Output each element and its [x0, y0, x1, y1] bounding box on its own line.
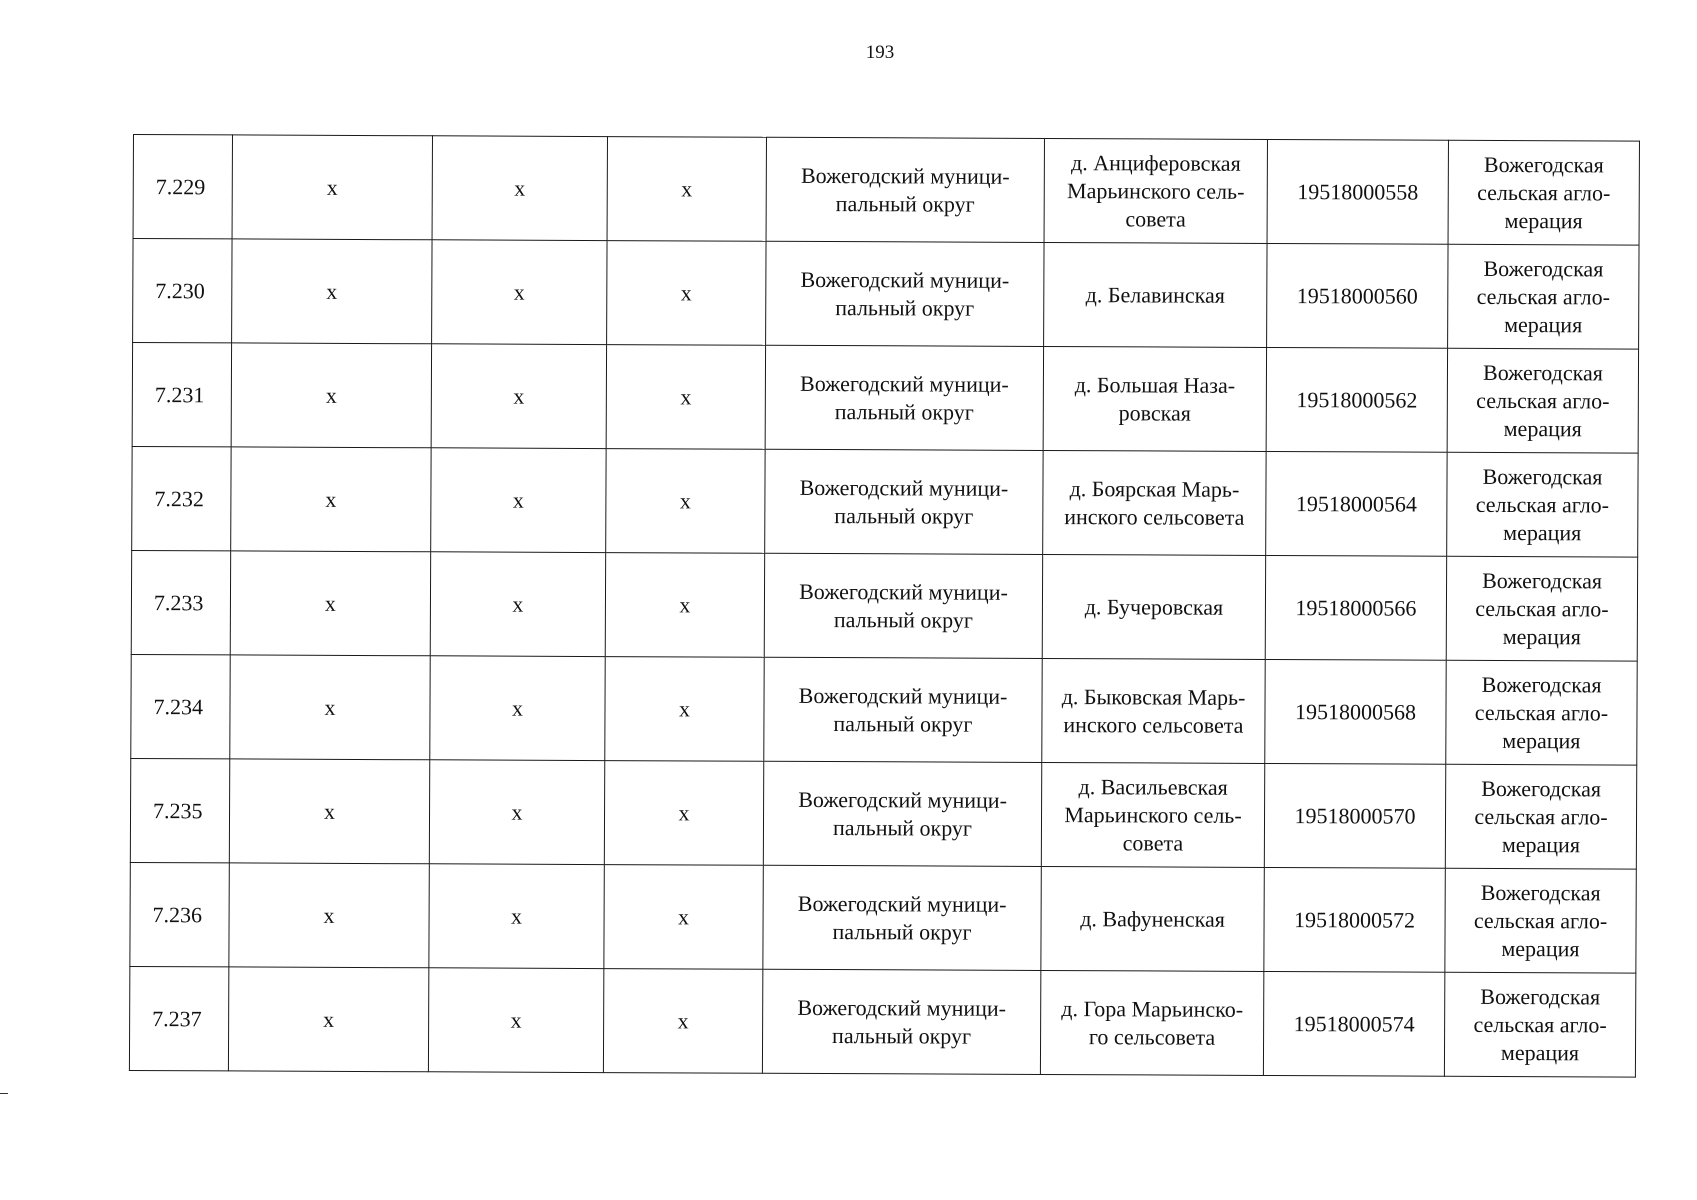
- locality-cell: д. Анциферовская Марьинского сель- совета: [1044, 138, 1267, 243]
- agglomeration-cell: Вожегодская сельская агло- мерация: [1448, 244, 1639, 349]
- district-cell: Вожегодский муници- пальный округ: [765, 345, 1043, 450]
- x-mark-cell: х: [431, 344, 606, 449]
- code-cell: 19518000570: [1264, 763, 1445, 868]
- x-mark-cell: х: [431, 448, 606, 553]
- district-cell: Вожегодский муници- пальный округ: [766, 241, 1044, 346]
- table-row: [132, 343, 1638, 454]
- code-cell: 19518000558: [1267, 139, 1448, 244]
- code-cell: 19518000568: [1265, 659, 1446, 764]
- code-cell: 19518000572: [1264, 867, 1445, 972]
- table-row: [133, 239, 1639, 350]
- x-mark-cell: х: [228, 967, 428, 1072]
- x-mark-cell: х: [432, 240, 607, 345]
- table-row: [130, 862, 1636, 973]
- row-number-cell: 7.234: [131, 654, 230, 758]
- district-cell: Вожегодский муници- пальный округ: [766, 137, 1044, 242]
- code-cell: 19518000560: [1267, 243, 1448, 348]
- code-cell: 19518000566: [1265, 555, 1446, 660]
- x-mark-cell: х: [232, 239, 432, 344]
- row-number-cell: 7.230: [133, 239, 232, 343]
- x-mark-cell: х: [605, 657, 764, 762]
- locality-cell: д. Вафуненская: [1041, 866, 1264, 971]
- x-mark-cell: х: [229, 759, 429, 864]
- agglomeration-cell: Вожегодская сельская агло- мерация: [1444, 972, 1635, 1077]
- x-mark-cell: х: [430, 552, 605, 657]
- x-mark-cell: х: [229, 863, 429, 968]
- x-mark-cell: х: [605, 553, 764, 658]
- table-row: [131, 654, 1637, 765]
- code-cell: 19518000564: [1266, 451, 1447, 556]
- agglomeration-cell: Вожегодская сельская агло- мерация: [1446, 556, 1637, 661]
- page-number: 193: [865, 42, 895, 63]
- locality-cell: д. Гора Марьинско- го сельсовета: [1040, 970, 1263, 1075]
- table-row: [129, 966, 1635, 1077]
- agglomeration-cell: Вожегодская сельская агло- мерация: [1447, 348, 1638, 453]
- x-mark-cell: х: [430, 656, 605, 761]
- locality-cell: д. Быковская Марь- инского сельсовета: [1042, 658, 1265, 763]
- locality-cell: д. Бучеровская: [1042, 554, 1265, 659]
- table-row: [132, 446, 1638, 557]
- x-mark-cell: х: [230, 655, 430, 760]
- x-mark-cell: х: [607, 241, 766, 346]
- row-number-cell: 7.236: [130, 862, 229, 966]
- agglomeration-cell: Вожегодская сельская агло- мерация: [1445, 868, 1636, 973]
- agglomeration-cell: Вожегодская сельская агло- мерация: [1445, 764, 1636, 869]
- x-mark-cell: х: [604, 761, 763, 866]
- agglomeration-cell: Вожегодская сельская агло- мерация: [1447, 452, 1638, 557]
- margin-mark: [0, 1093, 8, 1094]
- x-mark-cell: х: [231, 447, 431, 552]
- table-row: [131, 550, 1637, 661]
- x-mark-cell: х: [230, 551, 430, 656]
- x-mark-cell: х: [606, 449, 765, 554]
- x-mark-cell: х: [607, 137, 766, 242]
- row-number-cell: 7.235: [130, 758, 229, 862]
- table-body: [129, 135, 1639, 1078]
- locality-cell: д. Большая Наза- ровская: [1043, 346, 1266, 451]
- code-cell: 19518000562: [1266, 347, 1447, 452]
- district-cell: Вожегодский муници- пальный округ: [765, 449, 1043, 554]
- district-cell: Вожегодский муници- пальный округ: [764, 553, 1042, 658]
- table-row: [130, 758, 1636, 869]
- agglomeration-cell: Вожегодская сельская агло- мерация: [1448, 140, 1639, 245]
- row-number-cell: 7.232: [132, 446, 231, 550]
- district-cell: Вожегодский муници- пальный округ: [763, 865, 1041, 970]
- x-mark-cell: х: [429, 760, 604, 865]
- x-mark-cell: х: [603, 969, 762, 1074]
- x-mark-cell: х: [606, 345, 765, 450]
- x-mark-cell: х: [604, 865, 763, 970]
- locality-cell: д. Боярская Марь- инского сельсовета: [1043, 450, 1266, 555]
- district-cell: Вожегодский муници- пальный округ: [763, 761, 1041, 866]
- row-number-cell: 7.233: [131, 550, 230, 654]
- code-cell: 19518000574: [1263, 971, 1444, 1076]
- row-number-cell: 7.229: [133, 135, 232, 239]
- locality-cell: д. Белавинская: [1044, 242, 1267, 347]
- table-row: [133, 135, 1639, 246]
- locality-cell: д. Васильевская Марьинского сель- совета: [1041, 762, 1264, 867]
- district-cell: Вожегодский муници- пальный округ: [762, 969, 1040, 1074]
- settlements-table: [129, 134, 1640, 1078]
- row-number-cell: 7.231: [132, 343, 231, 447]
- row-number-cell: 7.237: [129, 966, 228, 1070]
- x-mark-cell: х: [428, 968, 603, 1073]
- x-mark-cell: х: [232, 135, 432, 240]
- x-mark-cell: х: [429, 864, 604, 969]
- district-cell: Вожегодский муници- пальный округ: [764, 657, 1042, 762]
- agglomeration-cell: Вожегодская сельская агло- мерация: [1446, 660, 1637, 765]
- x-mark-cell: х: [432, 136, 607, 241]
- x-mark-cell: х: [231, 343, 431, 448]
